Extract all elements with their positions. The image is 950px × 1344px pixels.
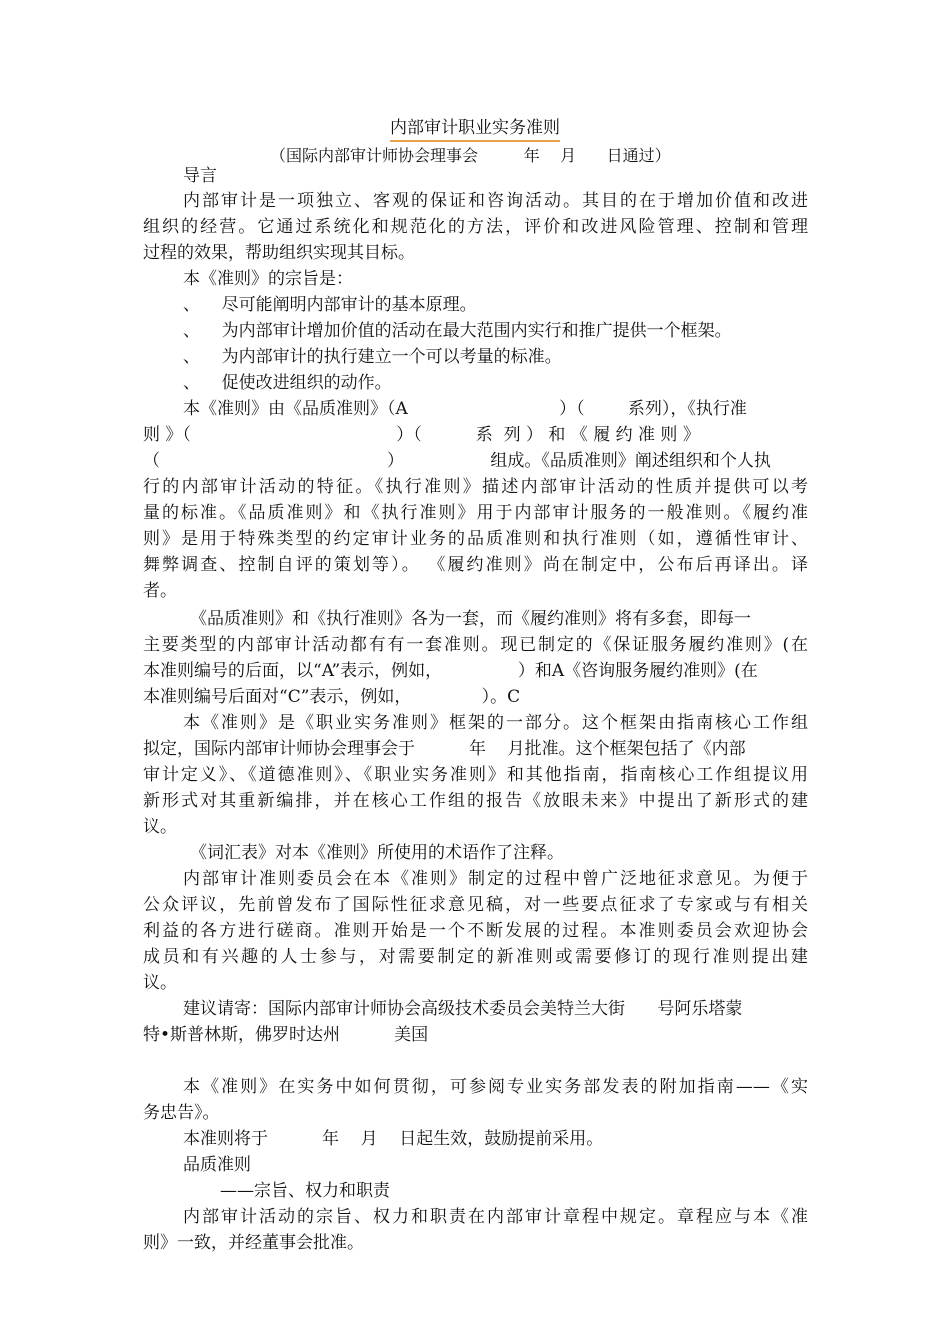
text-line: 、 为内部审计的执行建立一个可以考量的标准。 <box>183 347 562 367</box>
text-line: 本《准则》在实务中如何贯彻，可参阅专业实务部发表的附加指南——《实 <box>183 1077 808 1097</box>
text-line: 本准则将于 年 月 日起生效，鼓励提前采用。 <box>183 1129 604 1149</box>
text-line: 、 尽可能阐明内部审计的基本原理。 <box>183 295 477 315</box>
text-line: 者。 <box>143 581 177 601</box>
text-line: 《词汇表》对本《准则》所使用的术语作了注释。 <box>190 843 564 863</box>
section-subheading: ——宗旨、权力和职责 <box>220 1181 390 1201</box>
text-line: 本准则编号后面对“C”表示，例如， ）。C <box>143 687 521 707</box>
text-line: 务忠告》。 <box>143 1103 220 1123</box>
text-line: 、 为内部审计增加价值的活动在最大范围内实行和推广提供一个框架。 <box>183 321 732 341</box>
text-line: 主要类型的内部审计活动都有有一套准则。现已制定的《保证服务履约准则》(在 <box>143 635 808 655</box>
text-line: 议。 <box>143 817 177 837</box>
text-line: （ ） 组成。《品质准则》阐述组织和个人执 <box>143 451 771 471</box>
text-line: 新形式对其重新编排，并在核心工作组的报告《放眼未来》中提出了新形式的建 <box>143 791 808 811</box>
text-line: 、 促使改进组织的动作。 <box>183 373 392 393</box>
text-line: 本准则编号的后面，以“A”表示，例如， ）和A《咨询服务履约准则》(在 <box>143 661 758 681</box>
text-line: 组织的经营。它通过系统化和规范化的方法，评价和改进风险管理、控制和管理 <box>143 217 808 237</box>
text-line: 建议请寄：国际内部审计师协会高级技术委员会美特兰大街 号阿乐塔蒙 <box>183 999 743 1019</box>
text-line: 内部审计活动的宗旨、权力和职责在内部审计章程中规定。章程应与本《准 <box>183 1207 808 1227</box>
document-subtitle: （国际内部审计师协会理事会 年 月 日通过） <box>270 146 671 165</box>
text-line: 导言 <box>183 166 217 186</box>
text-line: 舞弊调查、控制自评的策划等）。 《履约准则》尚在制定中，公布后再译出。译 <box>143 555 808 575</box>
text-line: 内部审计准则委员会在本《准则》制定的过程中曾广泛地征求意见。为便于 <box>183 869 808 889</box>
text-line: 内部审计是一项独立、客观的保证和咨询活动。其目的在于增加价值和改进 <box>183 191 808 211</box>
text-line: 则》一致，并经董事会批准。 <box>143 1233 364 1253</box>
text-line: 过程的效果，帮助组织实现其目标。 <box>143 243 415 263</box>
text-line: 《品质准则》和《执行准则》各为一套，而《履约准则》将有多套，即每一 <box>190 609 751 629</box>
text-line: 议。 <box>143 973 177 993</box>
text-line: 本《准则》由《品质准则》（A ）（ 系列），《执行准 <box>183 399 747 419</box>
text-line: 利益的各方进行磋商。准则开始是一个不断发展的过程。本准则委员会欢迎协会 <box>143 921 808 941</box>
section-heading: 品质准则 <box>183 1155 251 1175</box>
text-line: 行的内部审计活动的特征。《执行准则》描述内部审计活动的性质并提供可以考 <box>143 477 808 497</box>
text-line: 特•斯普林斯，佛罗时达州 美国 <box>143 1025 429 1045</box>
text-line: 本《准则》是《职业实务准则》框架的一部分。这个框架由指南核心工作组 <box>183 713 808 733</box>
text-line: 成员和有兴趣的人士参与，对需要制定的新准则或需要修订的现行准则提出建 <box>143 947 808 967</box>
text-line: 公众评议，先前曾发布了国际性征求意见稿，对一些要点征求了专家或与有相关 <box>143 895 808 915</box>
text-line: 则 》（ ）（ 系 列 ） 和 《 履 约 准 则 》 <box>143 425 700 445</box>
text-line: 审计定义》、《道德准则》、《职业实务准则》和其他指南，指南核心工作组提议用 <box>143 765 808 785</box>
text-line: 量的标准。《品质准则》和《执行准则》用于内部审计服务的一般准则。《履约准 <box>143 503 808 523</box>
text-line: 则》是用于特殊类型的约定审计业务的品质准则和执行准则（如，遵循性审计、 <box>143 529 808 549</box>
document-title: 内部审计职业实务准则 <box>0 113 950 142</box>
text-line: 拟定，国际内部审计师协会理事会于 年 月批准。这个框架包括了《内部 <box>143 739 746 759</box>
text-line: 本《准则》的宗旨是： <box>183 269 353 289</box>
